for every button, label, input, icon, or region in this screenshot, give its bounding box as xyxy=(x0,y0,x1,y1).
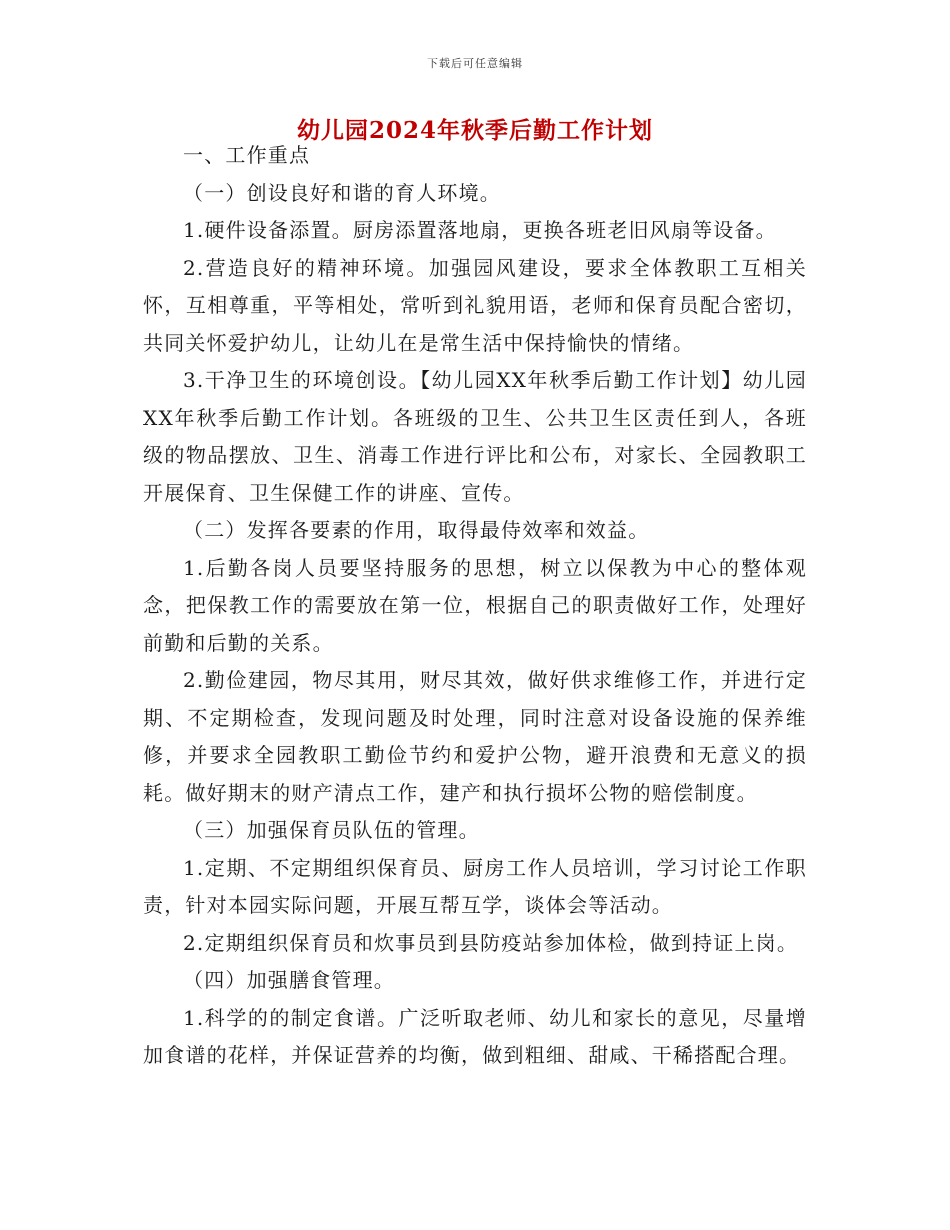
paragraph: 1.科学的的制定食谱。广泛听取老师、幼儿和家长的意见，尽量增加食谱的花样，并保证营养的均衡，做到粗细、甜咸、干稀搭配合理。 xyxy=(143,1005,807,1067)
subsection-heading: （一）创设良好和谐的育人环境。 xyxy=(183,180,501,205)
subsection-heading: （四）加强膳食管理。 xyxy=(183,968,395,992)
paragraph: 2.营造良好的精神环境。加强园风建设，要求全体教职工互相关怀，互相尊重，平等相处，常听到礼貌用语，老师和保育员配合密切，共同关怀爱护幼儿，让幼儿在是常生活中保持愉快的情绪。 xyxy=(143,255,807,355)
paragraph: 2.勤俭建园，物尽其用，财尽其效，做好供求维修工作，并进行定期、不定期检查，发现问题及时处理，同时注意对设备设施的保养维修，并要求全园教职工勤俭节约和爱护公物，避开浪费和无意义的损耗。做好期末的财产清点工作，建产和执行损坏公物的赔偿制度。 xyxy=(143,668,807,805)
subsection-heading: （三）加强保育员队伍的管理。 xyxy=(183,818,480,842)
paragraph: 1.后勤各岗人员要坚持服务的思想，树立以保教为中心的整体观念，把保教工作的需要放在第一位，根据自己的职责做好工作，处理好前勤和后勤的关系。 xyxy=(143,555,807,655)
section-heading: 一、工作重点 xyxy=(183,143,311,167)
paragraph: 2.定期组织保育员和炊事员到县防疫站参加体检，做到持证上岗。 xyxy=(183,930,799,955)
paragraph: 1.定期、不定期组织保育员、厨房工作人员培训，学习讨论工作职责，针对本园实际问题，开展互帮互学，谈体会等活动。 xyxy=(143,855,807,917)
paragraph: 1.硬件设备添置。厨房添置落地扇，更换各班老旧风扇等设备。 xyxy=(183,218,777,242)
paragraph: 3.干净卫生的环境创设。【幼儿园XX年秋季后勤工作计划】幼儿园XX年秋季后勤工作计划。各班级的卫生、公共卫生区责任到人，各班级的物品摆放、卫生、消毒工作进行评比和公布，对家长、全园教职工开展保育、卫生保健工作的讲座、宣传。 xyxy=(143,368,807,505)
header-note: 下载后可任意编辑 xyxy=(427,57,523,70)
subsection-heading: （二）发挥各要素的作用，取得最侍效率和效益。 xyxy=(183,518,650,542)
document-body xyxy=(143,137,807,1075)
document-title: 幼儿园2024年秋季后勤工作计划 xyxy=(296,117,653,144)
